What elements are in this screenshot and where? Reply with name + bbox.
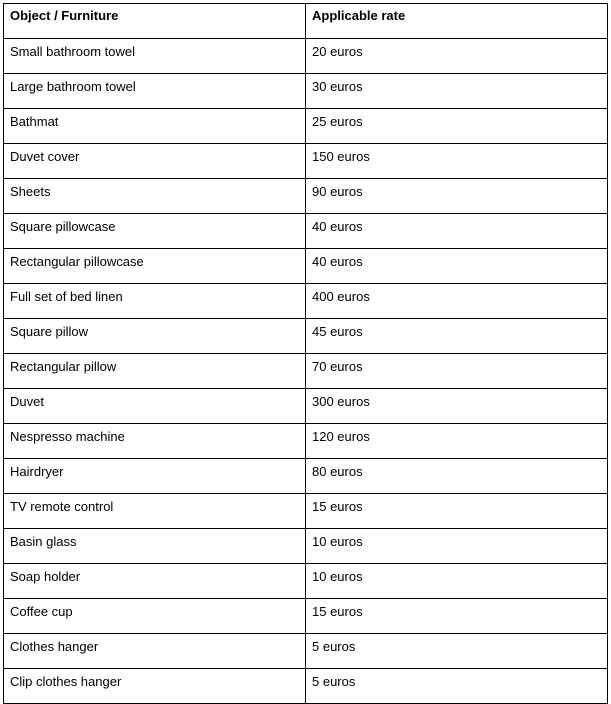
table-row	[4, 74, 608, 109]
rate-cell: 25 euros	[306, 109, 608, 144]
table-row	[4, 144, 608, 179]
rate-cell: 40 euros	[306, 249, 608, 284]
table-row	[4, 494, 608, 529]
rate-cell: 80 euros	[306, 459, 608, 494]
object-cell: TV remote control	[4, 494, 306, 529]
object-cell: Small bathroom towel	[4, 39, 306, 74]
object-cell: Duvet	[4, 389, 306, 424]
object-cell: Rectangular pillow	[4, 354, 306, 389]
table-row	[4, 179, 608, 214]
table-row	[4, 249, 608, 284]
rate-cell: 5 euros	[306, 669, 608, 704]
rate-cell: 40 euros	[306, 214, 608, 249]
rate-cell: 5 euros	[306, 634, 608, 669]
table-row	[4, 389, 608, 424]
object-cell: Hairdryer	[4, 459, 306, 494]
object-cell: Full set of bed linen	[4, 284, 306, 319]
table-row	[4, 459, 608, 494]
rate-cell: 70 euros	[306, 354, 608, 389]
rate-cell: 400 euros	[306, 284, 608, 319]
table-row	[4, 564, 608, 599]
table-row	[4, 599, 608, 634]
header-row	[4, 4, 608, 39]
rate-cell: 15 euros	[306, 494, 608, 529]
table-row	[4, 634, 608, 669]
object-cell: Soap holder	[4, 564, 306, 599]
object-cell: Rectangular pillowcase	[4, 249, 306, 284]
table-row	[4, 354, 608, 389]
object-cell: Clothes hanger	[4, 634, 306, 669]
object-cell: Sheets	[4, 179, 306, 214]
column-header-object: Object / Furniture	[4, 4, 306, 39]
column-header-rate: Applicable rate	[306, 4, 608, 39]
rate-cell: 10 euros	[306, 529, 608, 564]
object-cell: Clip clothes hanger	[4, 669, 306, 704]
rate-cell: 20 euros	[306, 39, 608, 74]
rate-cell: 300 euros	[306, 389, 608, 424]
rate-cell: 15 euros	[306, 599, 608, 634]
rate-cell: 120 euros	[306, 424, 608, 459]
table-row	[4, 424, 608, 459]
rates-table	[3, 3, 608, 704]
table-row	[4, 529, 608, 564]
rate-cell: 90 euros	[306, 179, 608, 214]
object-cell: Coffee cup	[4, 599, 306, 634]
table-row	[4, 319, 608, 354]
object-cell: Square pillow	[4, 319, 306, 354]
object-cell: Basin glass	[4, 529, 306, 564]
rate-cell: 45 euros	[306, 319, 608, 354]
table-row	[4, 214, 608, 249]
table-row	[4, 284, 608, 319]
table-header	[4, 4, 608, 39]
rate-cell: 10 euros	[306, 564, 608, 599]
table-row	[4, 669, 608, 704]
object-cell: Nespresso machine	[4, 424, 306, 459]
table-row	[4, 109, 608, 144]
object-cell: Square pillowcase	[4, 214, 306, 249]
rate-cell: 30 euros	[306, 74, 608, 109]
object-cell: Bathmat	[4, 109, 306, 144]
table-body	[4, 39, 608, 704]
object-cell: Large bathroom towel	[4, 74, 306, 109]
rate-cell: 150 euros	[306, 144, 608, 179]
object-cell: Duvet cover	[4, 144, 306, 179]
table-row	[4, 39, 608, 74]
